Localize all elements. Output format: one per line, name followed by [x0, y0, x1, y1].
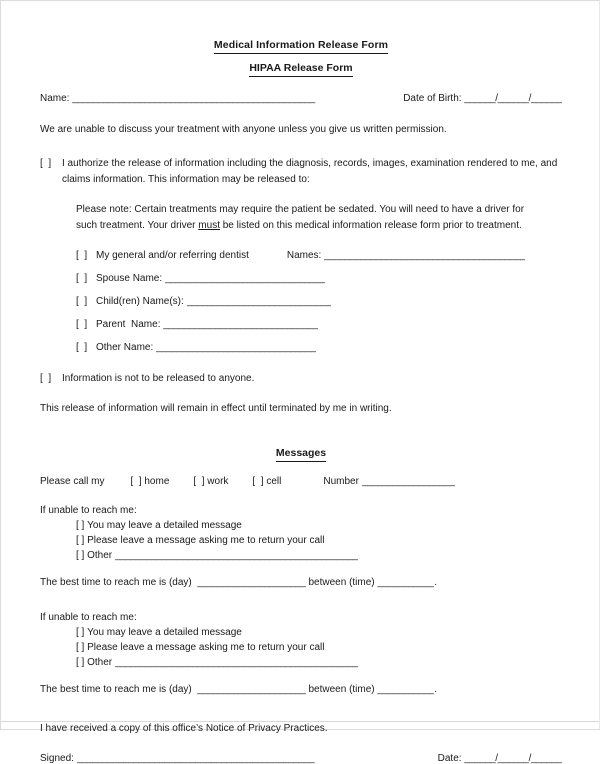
best-time-day-line-1[interactable]: _____________________ [197, 577, 306, 588]
recipient-parent-line[interactable]: ______________________________ [163, 319, 319, 330]
signature-row [40, 753, 562, 764]
best-time-suffix-2: . [434, 684, 437, 695]
document-header [40, 35, 562, 77]
return-call-checkbox-2[interactable]: [ ] [76, 642, 85, 653]
sedation-note-tail: be listed on this medical information release form prior to treatment. [219, 220, 522, 231]
dob-input-line[interactable]: ______/______/______ [464, 93, 562, 104]
identity-row [40, 93, 562, 104]
best-time-day-line-2[interactable]: _____________________ [197, 684, 306, 695]
authorization-text: I authorize the release of information including the diagnosis, records, images, examination rendered to me, and claims information. This information may be released to: [62, 158, 558, 185]
return-call-label-2: Please leave a message asking me to return your call [87, 642, 325, 653]
message-option-row[interactable] [76, 518, 562, 533]
return-call-checkbox-1[interactable]: [ ] [76, 535, 85, 546]
unable-heading-1: If unable to reach me: [40, 505, 137, 516]
page-title: Medical Information Release Form [214, 37, 388, 54]
recipient-label-other: Other Name: [96, 342, 154, 353]
unable-heading-2: If unable to reach me: [40, 612, 137, 623]
recipient-checkbox-children[interactable]: [ ] [76, 296, 88, 307]
best-time-row-1 [40, 577, 562, 588]
call-option-work-label: work [207, 476, 229, 487]
other-message-label-1: Other [87, 550, 113, 561]
other-message-line-1[interactable]: _______________________________________________ [114, 550, 358, 561]
sedation-note-emphasis: must [198, 220, 220, 231]
detailed-message-label-1: You may leave a detailed message [87, 520, 242, 531]
recipient-label-parent: Parent Name: [96, 319, 161, 330]
release-row[interactable] [76, 340, 562, 356]
intro-statement: We are unable to discuss your treatment with anyone unless you give us written permission. [40, 124, 447, 135]
message-option-row[interactable] [76, 548, 562, 563]
other-message-line-2[interactable]: _______________________________________________ [114, 657, 358, 668]
sedation-note [76, 202, 546, 234]
call-preference-row [40, 476, 562, 487]
dob-label: Date of Birth: [403, 93, 462, 104]
recipient-other-line[interactable]: _______________________________ [156, 342, 317, 353]
release-row[interactable] [76, 294, 562, 310]
acknowledgement-text: I have received a copy of this office’s Notice of Privacy Practices. [40, 723, 328, 734]
return-call-label-1: Please leave a message asking me to return your call [87, 535, 325, 546]
best-time-time-line-2[interactable]: ___________ [377, 684, 435, 695]
messages-heading: Messages [276, 445, 326, 462]
number-input-line[interactable]: __________________ [361, 476, 455, 487]
form-content [40, 35, 562, 764]
unable-to-reach-block-2 [40, 610, 562, 695]
recipient-checkbox-spouse[interactable]: [ ] [76, 273, 88, 284]
best-time-prefix-1: The best time to reach me is (day) [40, 577, 192, 588]
other-message-checkbox-2[interactable]: [ ] [76, 657, 85, 668]
messages-heading-wrap [40, 443, 562, 462]
other-message-checkbox-1[interactable]: [ ] [76, 550, 85, 561]
effect-statement: This release of information will remain in effect until terminated by me in writing. [40, 403, 392, 414]
recipient-names-label: Names: [286, 250, 322, 261]
recipient-names-line[interactable]: _______________________________________ [324, 250, 526, 261]
no-release-text: Information is not to be released to anyone. [62, 373, 255, 384]
name-input-line[interactable]: _______________________________________________ [72, 93, 315, 104]
release-row[interactable] [76, 317, 562, 333]
detailed-message-label-2: You may leave a detailed message [87, 627, 242, 638]
release-row[interactable] [76, 248, 562, 264]
call-label: Please call my [40, 476, 105, 487]
name-label: Name: [40, 93, 70, 104]
recipient-label-children: Child(ren) Name(s): [96, 296, 184, 307]
detailed-message-checkbox-2[interactable]: [ ] [76, 627, 85, 638]
call-option-cell-label: cell [266, 476, 282, 487]
recipient-spouse-line[interactable]: _______________________________ [164, 273, 325, 284]
best-time-suffix-1: . [434, 577, 437, 588]
paper-sheet [1, 1, 599, 764]
no-release-checkbox[interactable]: [ ] [40, 373, 52, 384]
document-subtitle-wrap [40, 58, 562, 77]
best-time-row-2 [40, 684, 562, 695]
best-time-prefix-2: The best time to reach me is (day) [40, 684, 192, 695]
other-message-label-2: Other [87, 657, 113, 668]
authorization-item[interactable] [40, 156, 562, 188]
page-subtitle: HIPAA Release Form [249, 60, 352, 77]
authorization-checkbox[interactable]: [ ] [40, 158, 52, 169]
message-option-row[interactable] [76, 655, 562, 670]
call-option-cell-checkbox[interactable]: [ ] [252, 476, 264, 487]
signed-input-line[interactable]: ______________________________________________ [76, 753, 315, 764]
sedation-note-lead: Please note: Certain treatments may require the patient be sedated. You will need to have a driver for such treatment. Your driver [76, 204, 525, 231]
date-input-line[interactable]: ______/______/______ [464, 753, 562, 764]
recipient-children-line[interactable]: ____________________________ [186, 296, 332, 307]
message-option-row[interactable] [76, 533, 562, 548]
call-option-home-checkbox[interactable]: [ ] [130, 476, 142, 487]
recipient-checkbox-other[interactable]: [ ] [76, 342, 88, 353]
call-option-work-checkbox[interactable]: [ ] [193, 476, 205, 487]
number-label: Number [323, 476, 359, 487]
best-time-middle-2: between (time) [308, 684, 375, 695]
recipient-label-spouse: Spouse Name: [96, 273, 163, 284]
date-label: Date: [437, 753, 462, 764]
signed-label: Signed: [40, 753, 74, 764]
detailed-message-checkbox-1[interactable]: [ ] [76, 520, 85, 531]
recipient-checkbox-dentist[interactable]: [ ] [76, 250, 88, 261]
recipient-label-dentist: My general and/or referring dentist [96, 250, 249, 261]
call-option-home-label: home [144, 476, 170, 487]
release-recipient-list [76, 248, 562, 356]
message-option-row[interactable] [76, 625, 562, 640]
message-option-row[interactable] [76, 640, 562, 655]
recipient-checkbox-parent[interactable]: [ ] [76, 319, 88, 330]
release-row[interactable] [76, 271, 562, 287]
best-time-middle-1: between (time) [308, 577, 375, 588]
unable-to-reach-block-1 [40, 503, 562, 588]
best-time-time-line-1[interactable]: ___________ [377, 577, 435, 588]
no-release-item[interactable] [40, 371, 562, 387]
